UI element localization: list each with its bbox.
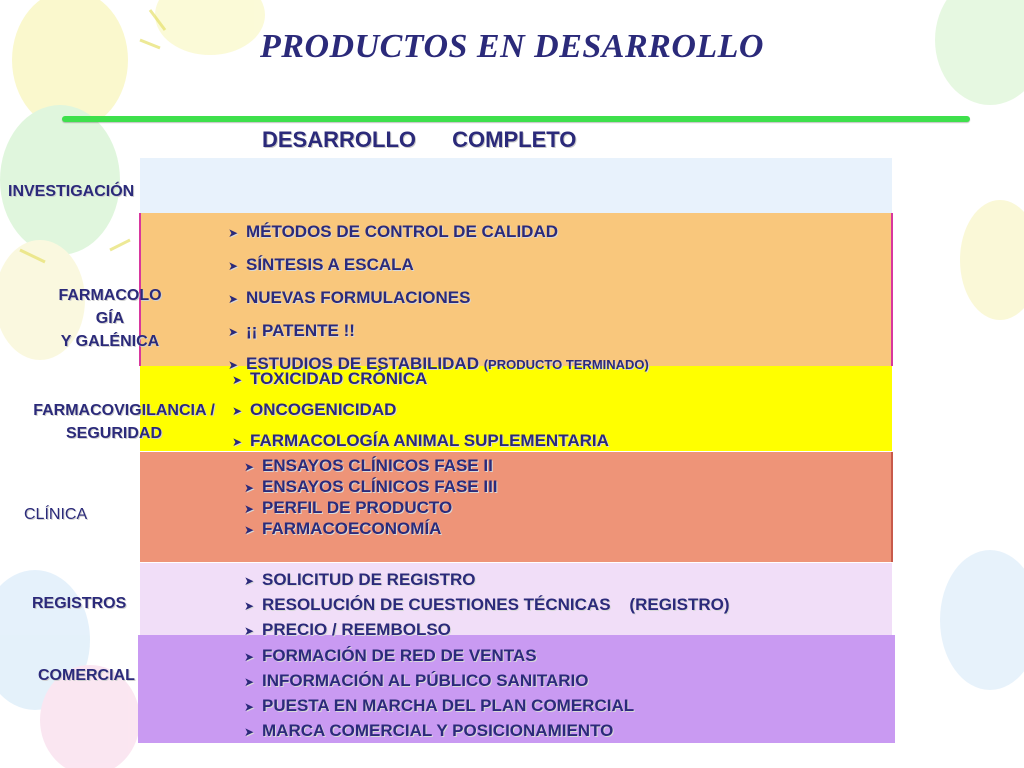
- arrow-bullet-icon: ➤: [244, 650, 255, 664]
- page-title: PRODUCTOS EN DESARROLLO: [260, 28, 764, 65]
- list-item: ➤ FARMACOLOGÍA ANIMAL SUPLEMENTARIA: [232, 426, 609, 457]
- arrow-bullet-icon: ➤: [244, 502, 255, 516]
- stability-note: (PRODUCTO TERMINADO): [483, 357, 649, 372]
- arrow-bullet-icon: ➤: [228, 358, 239, 372]
- category-seguridad: [8, 399, 240, 445]
- balloon-blue-right: [940, 550, 1024, 690]
- list-item: ➤ PUESTA EN MARCHA DEL PLAN COMERCIAL: [244, 694, 634, 719]
- column-header: [262, 127, 606, 153]
- arrow-bullet-icon: ➤: [244, 481, 255, 495]
- list-item: ➤ ENSAYOS CLÍNICOS FASE II: [244, 456, 493, 475]
- arrow-bullet-icon: ➤: [244, 599, 255, 613]
- list-item: ➤ INFORMACIÓN AL PÚBLICO SANITARIO: [244, 669, 634, 694]
- registros-list: [244, 568, 730, 643]
- clinica-list: [244, 456, 498, 540]
- comercial-list: [244, 644, 634, 744]
- arrow-bullet-icon: ➤: [244, 523, 255, 537]
- arrow-bullet-icon: ➤: [244, 624, 255, 638]
- list-item: ➤ ¡¡ PATENTE !!: [228, 315, 649, 348]
- list-item: ➤ FARMACOECONOMÍA: [244, 519, 442, 538]
- list-item: ➤ TOXICIDAD CRÓNICA: [232, 364, 609, 395]
- arrow-bullet-icon: ➤: [232, 373, 243, 387]
- list-item: ➤ SOLICITUD DE REGISTRO: [244, 568, 730, 593]
- arrow-bullet-icon: ➤: [228, 325, 239, 339]
- arrow-bullet-icon: ➤: [228, 292, 239, 306]
- balloon-yellow-right: [960, 200, 1024, 320]
- category-seguridad-line2: SEGURIDAD: [65, 425, 162, 442]
- category-farmacologia: [40, 284, 180, 353]
- seguridad-list: [232, 364, 609, 457]
- header-completo: COMPLETO: [452, 127, 577, 152]
- list-item: ➤ PERFIL DE PRODUCTO: [244, 498, 453, 517]
- list-item: ➤ NUEVAS FORMULACIONES: [228, 282, 649, 315]
- list-item: ➤ ESTUDIOS DE ESTABILIDAD (PRODUCTO TERMINADO): [228, 348, 649, 381]
- category-seguridad-line1: FARMACOVIGILANCIA /: [33, 402, 215, 419]
- list-item: ➤ SÍNTESIS A ESCALA: [228, 249, 649, 282]
- title-underline: [62, 116, 970, 122]
- band-investigacion: [140, 158, 892, 213]
- header-desarrollo: DESARROLLO: [262, 127, 416, 152]
- farmacologia-list: [228, 216, 649, 381]
- category-farmacologia-line3: Y GALÉNICA: [60, 333, 160, 350]
- list-item: ➤ PRECIO / REEMBOLSO: [244, 618, 730, 643]
- list-item: ➤ RESOLUCIÓN DE CUESTIONES TÉCNICAS (REGISTRO): [244, 593, 730, 618]
- arrow-bullet-icon: ➤: [244, 574, 255, 588]
- arrow-bullet-icon: ➤: [228, 259, 239, 273]
- arrow-bullet-icon: ➤: [232, 404, 243, 418]
- arrow-bullet-icon: ➤: [232, 435, 243, 449]
- category-farmacologia-line1: FARMACOLO: [58, 287, 162, 304]
- category-comercial: COMERCIAL: [38, 667, 135, 684]
- arrow-bullet-icon: ➤: [244, 460, 255, 474]
- list-item: ➤ MARCA COMERCIAL Y POSICIONAMIENTO: [244, 719, 634, 744]
- category-investigacion: INVESTIGACIÓN: [8, 183, 135, 200]
- list-item: ➤ FORMACIÓN DE RED DE VENTAS: [244, 644, 634, 669]
- category-clinica: CLÍNICA: [24, 506, 88, 523]
- arrow-bullet-icon: ➤: [244, 675, 255, 689]
- list-item: ➤ MÉTODOS DE CONTROL DE CALIDAD: [228, 216, 649, 249]
- arrow-bullet-icon: ➤: [228, 226, 239, 240]
- category-registros: REGISTROS: [32, 595, 127, 612]
- category-farmacologia-line2: GÍA: [95, 310, 125, 327]
- arrow-bullet-icon: ➤: [244, 725, 255, 739]
- arrow-bullet-icon: ➤: [244, 700, 255, 714]
- list-item: ➤ ONCOGENICIDAD: [232, 395, 609, 426]
- list-item: ➤ ENSAYOS CLÍNICOS FASE III: [244, 477, 498, 496]
